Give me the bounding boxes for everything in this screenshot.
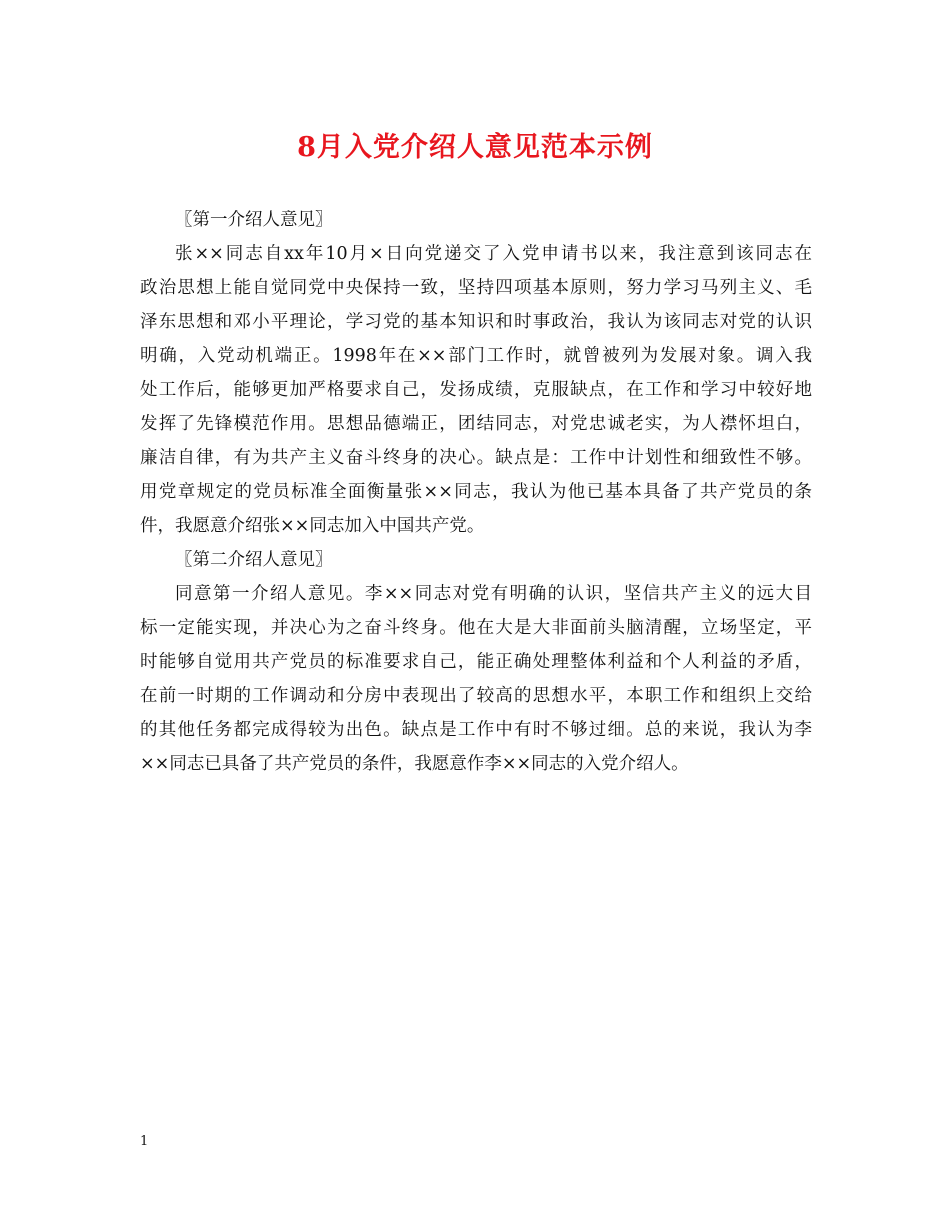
paragraph-line: 处工作后，能够更加严格要求自己，发扬成绩，克服缺点，在工作和学习中较好地 [140,380,812,400]
paragraph-line: 的其他任务都完成得较为出色。缺点是工作中有时不够过细。总的来说，我认为李 [140,720,812,740]
document-body [140,203,812,781]
paragraph-line: 明确，入党动机端正。1998年在××部门工作时，就曾被列为发展对象。调入我 [140,346,812,366]
paragraph-line: 泽东思想和邓小平理论，学习党的基本知识和时事政治，我认为该同志对党的认识 [140,312,812,332]
paragraph-line: 在前一时期的工作调动和分房中表现出了较高的思想水平，本职工作和组织上交给 [140,686,812,706]
page-number: 1 [140,1134,149,1149]
section-heading-first: 〖第一介绍人意见〗 [175,210,333,230]
paragraph-line: ××同志已具备了共产党员的条件，我愿意作李××同志的入党介绍人。 [140,754,689,774]
paragraph-line: 发挥了先锋模范作用。思想品德端正，团结同志，对党忠诚老实，为人襟怀坦白， [140,414,812,434]
paragraph-line: 用党章规定的党员标准全面衡量张××同志，我认为他已基本具备了共产党员的条 [140,482,812,502]
paragraph-line: 同意第一介绍人意见。李××同志对党有明确的认识，坚信共产主义的远大目 [175,584,812,604]
section-heading-second: 〖第二介绍人意见〗 [175,550,333,570]
paragraph-line: 件，我愿意介绍张××同志加入中国共产党。 [140,516,485,536]
paragraph-line: 时能够自觉用共产党员的标准要求自己，能正确处理整体利益和个人利益的矛盾， [140,652,812,672]
paragraph-line: 廉洁自律，有为共产主义奋斗终身的决心。缺点是：工作中计划性和细致性不够。 [140,448,812,468]
paragraph-line: 标一定能实现，并决心为之奋斗终身。他在大是大非面前头脑清醒，立场坚定，平 [140,618,812,638]
document-title: 8月入党介绍人意见范本示例 [297,132,653,163]
paragraph-line: 政治思想上能自觉同党中央保持一致，坚持四项基本原则，努力学习马列主义、毛 [140,278,812,298]
paragraph-line: 张××同志自xx年10月×日向党递交了入党申请书以来，我注意到该同志在 [175,244,812,264]
